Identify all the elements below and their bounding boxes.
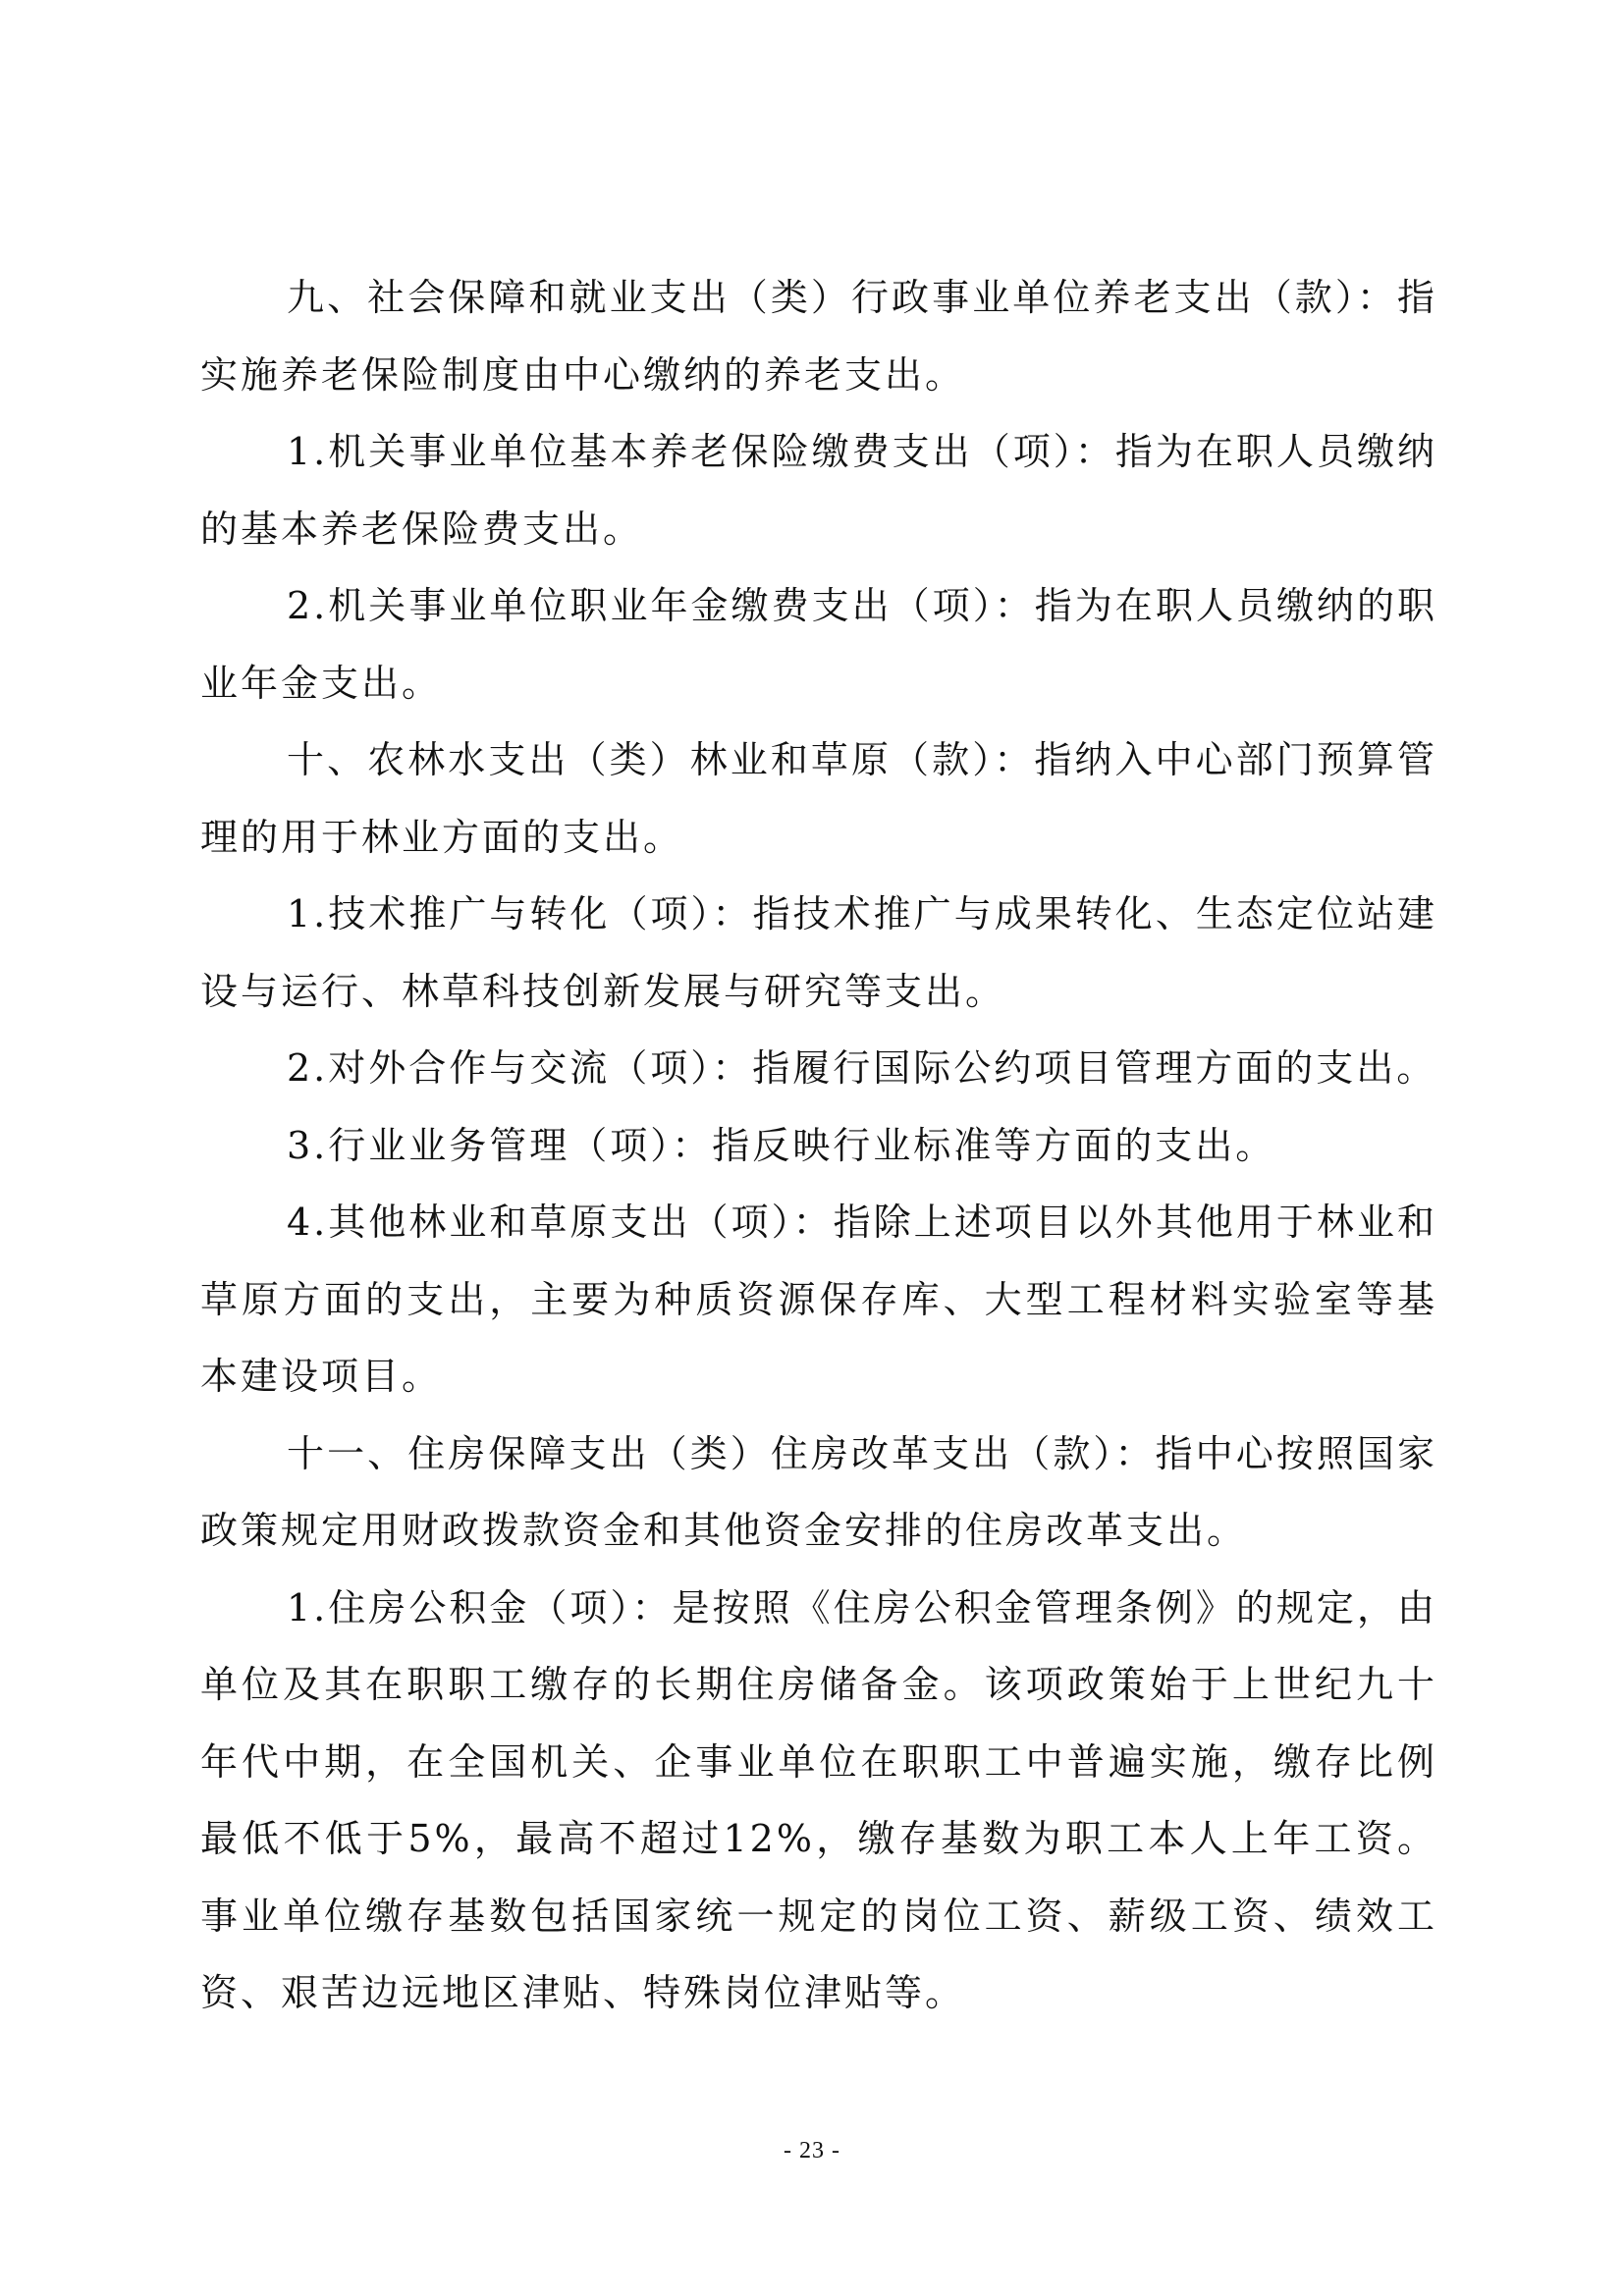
paragraph-pension-category xyxy=(200,259,1437,413)
paragraph-heading: 九、社会保障和就业支出（类）行政事业单位养老支出（款）： xyxy=(287,276,1397,319)
paragraph-forestry-category xyxy=(200,721,1437,876)
paragraph-heading: 十、农林水支出（类）林业和草原（款）： xyxy=(287,738,1035,781)
document-body xyxy=(200,259,1437,2032)
paragraph-heading: 4.其他林业和草原支出（项）： xyxy=(287,1201,834,1244)
paragraph-text: 指为在职人员缴纳的基本养老保险费支出。 xyxy=(200,430,1437,551)
page-number: - 23 - xyxy=(784,2138,840,2163)
paragraph-text: 指纳入中心部门预算管理的用于林业方面的支出。 xyxy=(200,738,1437,859)
paragraph-text: 是按照《住房公积金管理条例》的规定，由单位及其在职职工缴存的长期住房储备金。该项政策始于上世纪九十年代中期，在全国机关、企事业单位在职职工中普遍实施，缴存比例最低不低于5%，最高不超过12%，缴存基数为职工本人上年工资。事业单位缴存基数包括国家统一规定的岗位工资、薪级工资、绩效工资、艰苦边远地区津贴、特殊岗位津贴等。 xyxy=(200,1585,1437,2014)
paragraph-occupational-annuity-item xyxy=(200,567,1437,721)
paragraph-basic-pension-item xyxy=(200,413,1437,567)
paragraph-text: 指中心按照国家政策规定用财政拨款资金和其他资金安排的住房改革支出。 xyxy=(200,1431,1437,1552)
paragraph-text: 指实施养老保险制度由中心缴纳的养老支出。 xyxy=(200,276,1437,397)
paragraph-text: 指为在职人员缴纳的职业年金支出。 xyxy=(200,584,1437,705)
paragraph-heading: 2.机关事业单位职业年金缴费支出（项）： xyxy=(287,584,1035,627)
paragraph-text: 指除上述项目以外其他用于林业和草原方面的支出，主要为种质资源保存库、大型工程材料实验室等基本建设项目。 xyxy=(200,1201,1437,1398)
paragraph-heading: 2.对外合作与交流（项）： xyxy=(287,1046,753,1090)
paragraph-industry-management-item xyxy=(200,1107,1437,1185)
paragraph-heading: 1.住房公积金（项）： xyxy=(287,1585,673,1629)
paragraph-text: 指技术推广与成果转化、生态定位站建设与运行、林草科技创新发展与研究等支出。 xyxy=(200,892,1437,1013)
paragraph-cooperation-item xyxy=(200,1030,1437,1107)
paragraph-heading: 1.技术推广与转化（项）： xyxy=(287,892,753,935)
paragraph-text: 指履行国际公约项目管理方面的支出。 xyxy=(752,1046,1437,1090)
paragraph-text: 指反映行业标准等方面的支出。 xyxy=(712,1123,1276,1167)
paragraph-heading: 1.机关事业单位基本养老保险缴费支出（项）： xyxy=(287,430,1115,473)
paragraph-heading: 3.行业业务管理（项）： xyxy=(287,1123,713,1167)
paragraph-housing-category xyxy=(200,1415,1437,1570)
paragraph-tech-promotion-item xyxy=(200,876,1437,1030)
paragraph-other-forestry-item xyxy=(200,1184,1437,1415)
paragraph-housing-fund-item xyxy=(200,1570,1437,2032)
paragraph-heading: 十一、住房保障支出（类）住房改革支出（款）： xyxy=(287,1431,1156,1475)
